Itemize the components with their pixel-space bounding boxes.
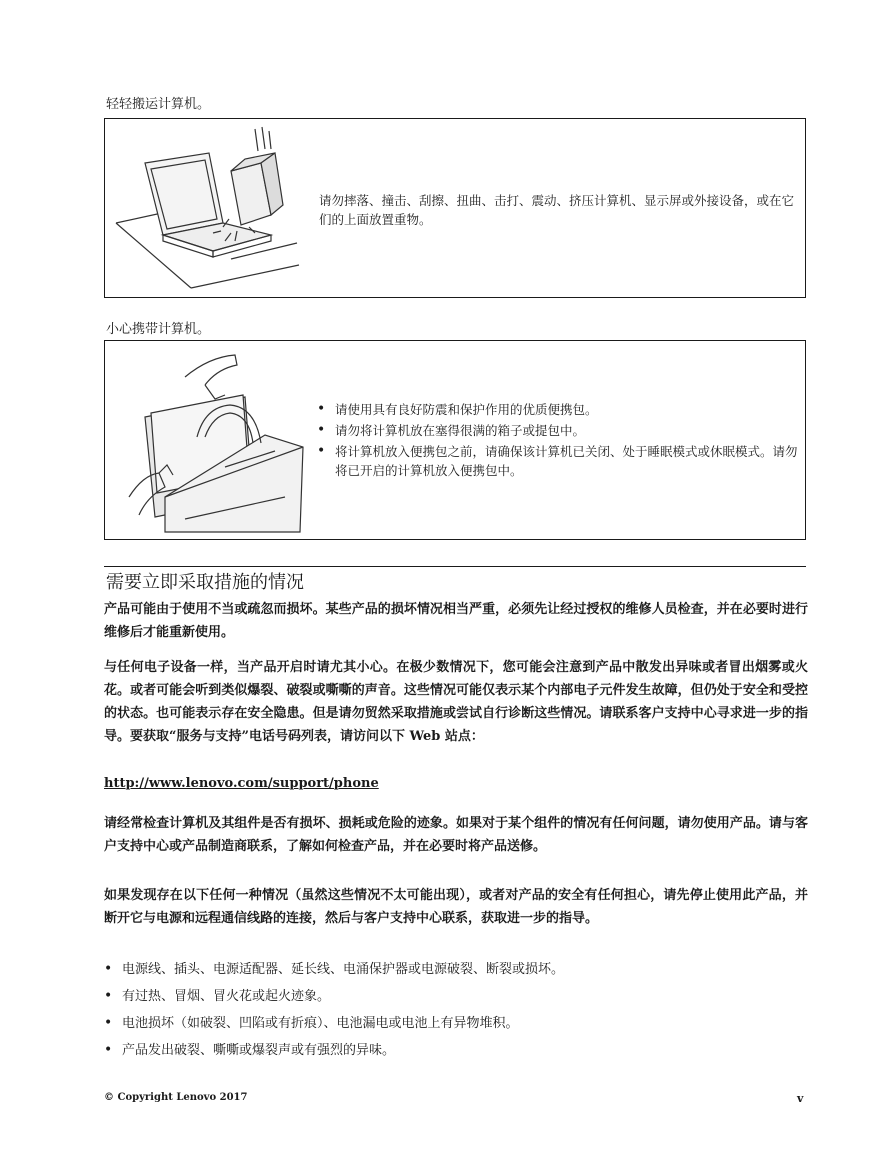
paragraph-stop-use: 如果发现存在以下任何一种情况（虽然这些情况不太可能出现），或者对产品的安全有任何担心，请先停止使用此产品，并断开它与电源和远程通信线路的连接，然后与客户支持中心联系，获取进一步的指导。 [104,888,808,926]
warning-box-carry [104,340,806,540]
laptop-drop-illustration [111,123,301,293]
caption-carry-gently: 轻轻搬运计算机。 [106,97,211,112]
list-item: • 将计算机放入便携包之前，请确保该计算机已关闭、处于睡眠模式或休眠模式。请勿将已开启的计算机放入便携包中。 [317,442,803,480]
caption-carry-carefully: 小心携带计算机。 [106,322,211,337]
paragraph-electronics: 与任何电子设备一样，当产品开启时请尤其小心。在极少数情况下，您可能会注意到产品中散发出异味或者冒出烟雾或火花。或者可能会听到类似爆裂、破裂或嘶嘶的声音。这些情况可能仅表示某个内部电子元件发生故障，但仍处于安全和受控的状态。也可能表示存在安全隐患。但是请勿贸然采取措施或尝试自行诊断这些情况。请联系客户支持中心寻求进一步的指导。要获取“服务与支持”电话号码列表，请访问以下 Web 站点： [104,660,808,744]
list-item: • 有过热、冒烟、冒火花或起火迹象。 [104,984,808,1009]
section-title: 需要立即采取措施的情况 [106,572,304,593]
list-item: • 电池损坏（如破裂、凹陷或有折痕）、电池漏电或电池上有异物堆积。 [104,1011,808,1036]
page-number: v [797,1092,804,1105]
section-divider [104,566,806,567]
copyright-text: © Copyright Lenovo 2017 [104,1092,248,1103]
laptop-bag-illustration [125,347,315,537]
drop-warning-text: 请勿摔落、撞击、刮擦、扭曲、击打、震动、挤压计算机、显示屏或外接设备，或在它们的上面放置重物。 [319,193,795,227]
paragraph-misuse: 产品可能由于使用不当或疏忽而损坏。某些产品的损坏情况相当严重，必须先让经过授权的维修人员检查，并在必要时进行维修后才能重新使用。 [104,602,808,640]
list-item: • 产品发出破裂、嘶嘶或爆裂声或有强烈的异味。 [104,1038,808,1063]
paragraph-inspect: 请经常检查计算机及其组件是否有损坏、损耗或危险的迹象。如果对于某个组件的情况有任何问题，请勿使用产品。请与客户支持中心或产品制造商联系，了解如何检查产品，并在必要时将产品送修。 [104,816,808,854]
carry-bullets [317,400,803,482]
hazard-bullets [104,957,808,1065]
list-item: • 请使用具有良好防震和保护作用的优质便携包。 [317,400,803,419]
support-phone-link[interactable]: http://www.lenovo.com/support/phone [104,776,379,791]
list-item: • 电源线、插头、电源适配器、延长线、电涌保护器或电源破裂、断裂或损坏。 [104,957,808,982]
warning-box-drop [104,118,806,298]
list-item: • 请勿将计算机放在塞得很满的箱子或提包中。 [317,421,803,440]
